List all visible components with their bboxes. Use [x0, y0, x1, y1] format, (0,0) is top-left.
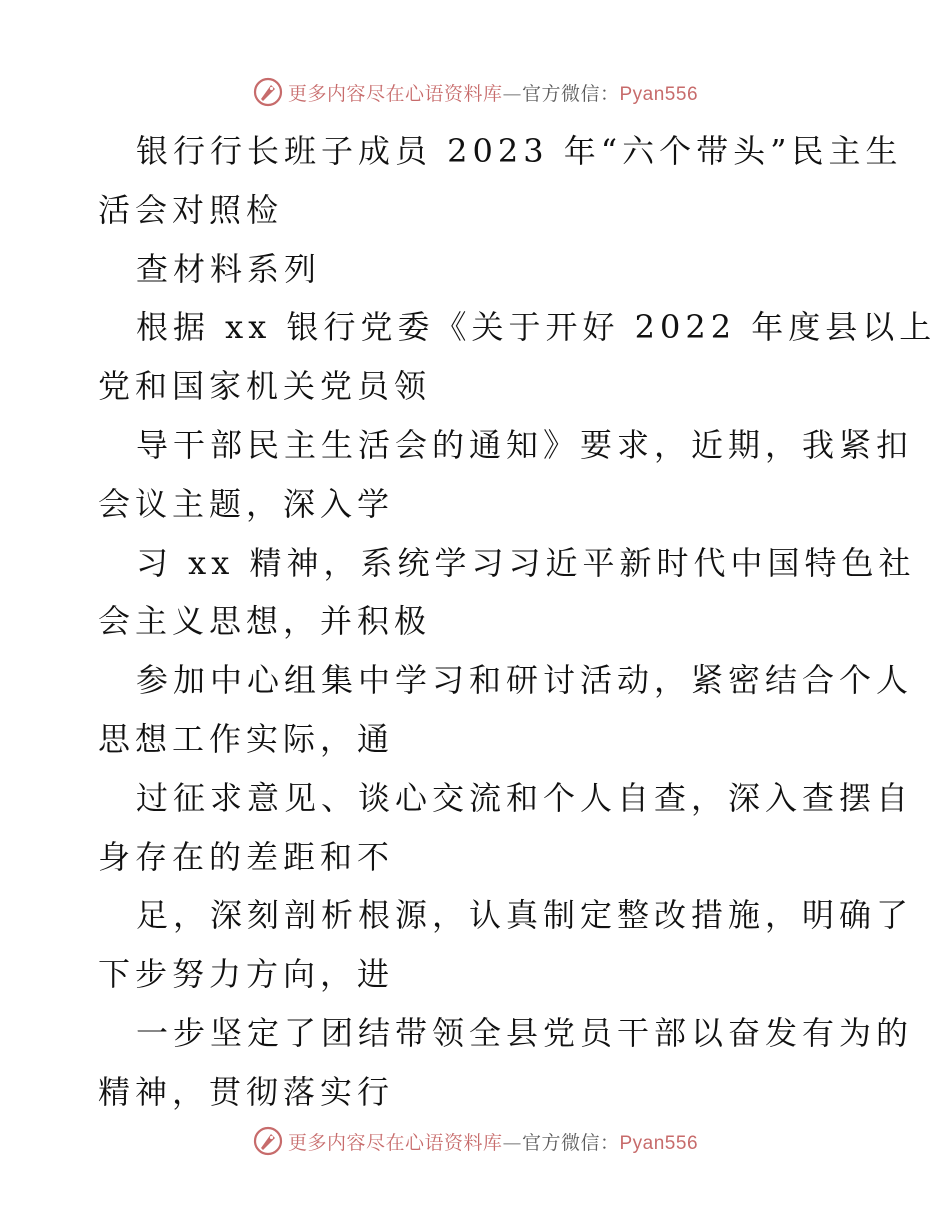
watermark-wechat-label: 官方微信： [521, 1131, 620, 1154]
text-line: 足，深刻剖析根源，认真制定整改措施，明确了 [136, 896, 914, 935]
text-line: 一步坚定了团结带领全县党员干部以奋发有为的 [136, 1013, 914, 1052]
text-line: 导干部民主生活会的通知》要求，近期，我紧扣 [136, 425, 914, 464]
pen-nib-circle-logo-icon [252, 76, 284, 108]
text-line: 会议主题，深入学 [98, 484, 395, 523]
text-line: 党和国家机关党员领 [98, 367, 432, 406]
document-body [98, 122, 937, 1122]
pen-nib-circle-logo-icon [252, 1125, 284, 1157]
text-line: 参加中心组集中学习和研讨活动，紧密结合个人 [136, 661, 914, 700]
text-line: 根据 xx 银行党委《关于开好 2022 年度县以上 [136, 308, 937, 347]
watermark-main: 更多内容尽在心语资料库 [287, 82, 503, 105]
text-line: 下步努力方向，进 [98, 955, 395, 994]
watermark-wechat-id: Pyan556 [619, 83, 699, 105]
text-line: 习 xx 精神，系统学习习近平新时代中国特色社 [136, 543, 916, 582]
text-line: 精神，贯彻落实行 [98, 1072, 395, 1111]
header-watermark [0, 70, 950, 114]
footer-watermark [0, 1119, 950, 1163]
text-line: 活会对照检 [98, 190, 284, 229]
watermark-separator: — [502, 82, 522, 105]
text-line: 身存在的差距和不 [98, 837, 395, 876]
watermark-main: 更多内容尽在心语资料库 [287, 1131, 503, 1154]
watermark-separator: — [502, 1131, 522, 1154]
text-line: 思想工作实际，通 [98, 719, 395, 758]
watermark-text [288, 79, 698, 106]
text-line: 银行行长班子成员 2023 年“六个带头”民主生 [136, 132, 903, 170]
watermark-text [288, 1128, 698, 1155]
watermark-wechat-id: Pyan556 [619, 1132, 699, 1154]
text-line: 查材料系列 [136, 249, 322, 288]
text-line: 过征求意见、谈心交流和个人自查，深入查摆自 [136, 778, 914, 817]
watermark-wechat-label: 官方微信： [521, 82, 620, 105]
text-line: 会主义思想，并积极 [98, 602, 432, 641]
